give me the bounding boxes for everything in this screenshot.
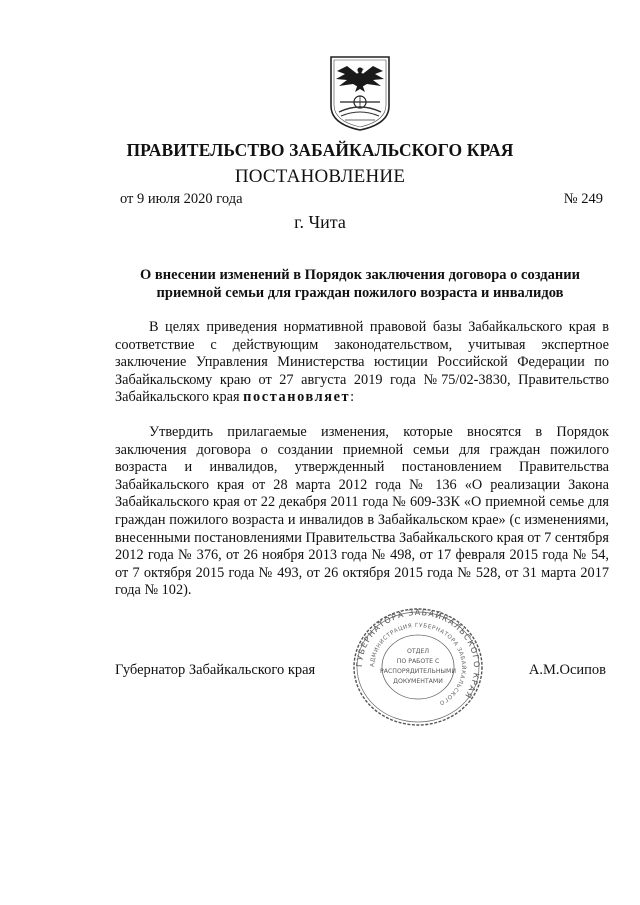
stamp-line-4: ДОКУМЕНТАМИ: [393, 678, 443, 685]
stamp-outer-text: ГУБЕРНАТОРА ЗАБАЙКАЛЬСКОГО КРАЯ: [354, 607, 482, 701]
stamp-line-1: ОТДЕЛ: [406, 648, 430, 655]
signer-title: Губернатор Забайкальского края: [115, 662, 316, 678]
preamble-paragraph: [115, 319, 609, 407]
organization-name: ПРАВИТЕЛЬСТВО ЗАБАЙКАЛЬСКОГО КРАЯ: [126, 140, 514, 160]
resolves-keyword: постановляет: [243, 389, 351, 406]
preamble-text: В целях приведения нормативной правовой базы Забайкальского края в соответствие с действующим законодательством, учитывая экспертное заключение Управления Министерства юстиции Российской Федерации по Забайкальскому краю от 27 августа 2019 года №75/02-3830, Правительство Забайкальского края: [115, 319, 609, 406]
document-subject: О внесении изменений в Порядок заключения договора о создании приемной семьи для граждан пожилого возраста и инвалидов: [140, 267, 580, 301]
document-date: от 9 июля 2020 года: [120, 191, 243, 207]
coat-of-arms-icon: [327, 54, 393, 132]
document-city: г. Чита: [294, 212, 346, 232]
official-stamp: [350, 607, 486, 727]
signer-name: А.М.Осипов: [528, 662, 606, 678]
document-number: № 249: [563, 191, 603, 207]
stamp-line-3: РАСПОРЯДИТЕЛЬНЫМИ: [380, 668, 456, 675]
stamp-line-2: ПО РАБОТЕ С: [396, 658, 440, 665]
document-type: ПОСТАНОВЛЕНИЕ: [234, 166, 406, 187]
stamp-middle-text: АДМИНИСТРАЦИЯ ГУБЕРНАТОРА ЗАБАЙКАЛЬСКОГО: [369, 622, 467, 706]
resolution-text: Утвердить прилагаемые изменения, которые вносятся в Порядок заключения договора о создании приемной семьи для граждан пожилого возраста и инвалидов, утвержденный постановлением Правительства Забайкальского края от 28 марта 2012 года № 136 «О реализации Закона Забайкальского края от 22 декабря 2011 года № 609-ЗЗК «О приемной семье для граждан пожилого возраста и инвалидов в Забайкальском крае» (с изменениями, внесенными постановлениями Правительства Забайкальского края от 7 сентября 2012 года № 376, от 26 ноября 2013 года № 498, от 17 февраля 2015 года № 54, от 7 октября 2015 года № 493, от 26 октября 2015 года № 528, от 31 марта 2017 года № 102).: [115, 424, 609, 599]
resolution-paragraph: [115, 424, 609, 600]
preamble-colon: :: [350, 389, 355, 406]
